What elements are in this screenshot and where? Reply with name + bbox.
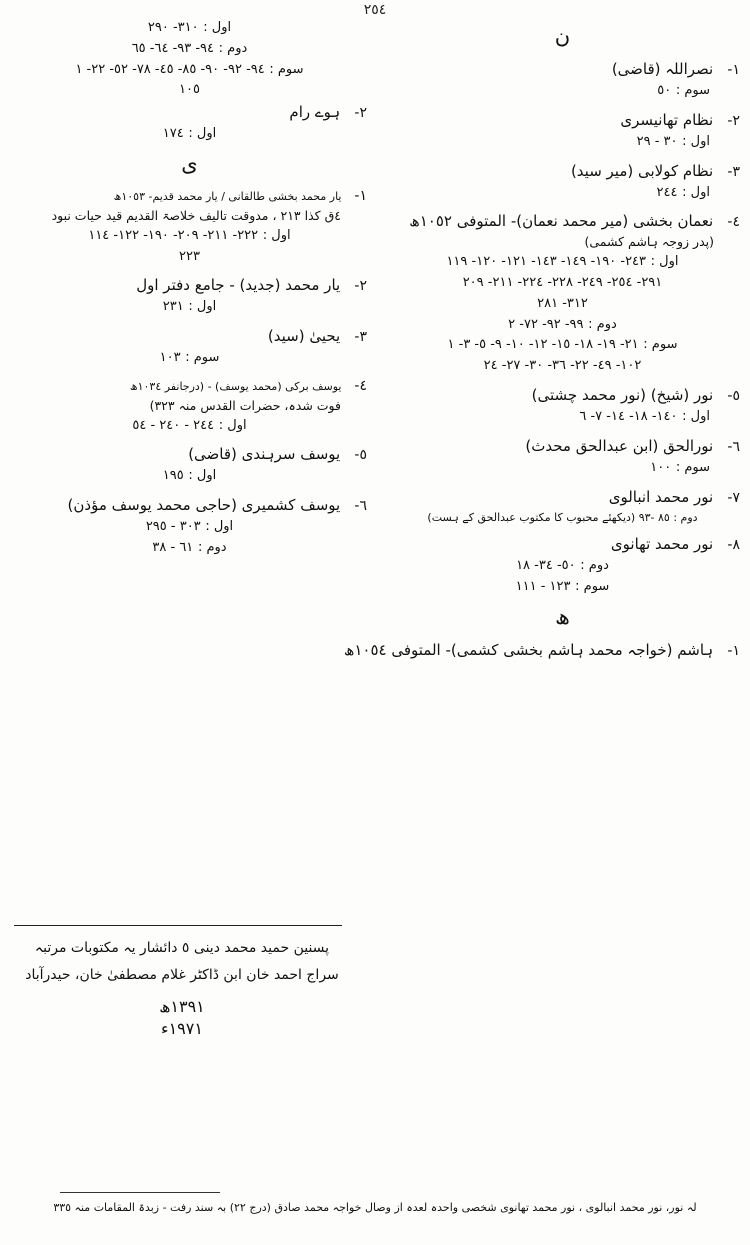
entry-number: ٤-	[727, 214, 740, 231]
reference-label: سوم :	[575, 578, 610, 594]
reference-label: سوم :	[185, 350, 220, 366]
index-entry	[12, 101, 367, 145]
section-letter-ya: ی	[181, 151, 198, 176]
entry-reference	[12, 466, 367, 487]
entry-title: ہاشم (خواجہ محمد ہاشم بخشی کشمی)- المتوفی ١٠٥٤ھ	[343, 640, 714, 659]
entry-reference	[385, 356, 740, 377]
entry-reference	[385, 183, 740, 204]
index-entry	[385, 486, 740, 527]
entry-heading	[385, 109, 740, 132]
entry-number: ٥-	[727, 387, 740, 404]
index-entry	[12, 274, 367, 318]
entry-title: نظام تھانیسری	[620, 110, 714, 129]
reference-label: سوم :	[675, 83, 710, 98]
entry-reference	[12, 39, 367, 60]
footnote-divider	[60, 1192, 220, 1193]
entry-title: ہوے رام	[289, 103, 341, 122]
entry-heading	[385, 533, 740, 556]
index-entry	[343, 639, 740, 662]
reference-pages: ١٧٤	[162, 126, 184, 142]
index-entry	[12, 376, 367, 437]
reference-pages: ١١٤ -١٢٢ -١٩٠ -٢٠٩ -٢١١ -٢٢٢	[88, 227, 259, 243]
entry-title: یحییٰ (سید)	[267, 327, 341, 346]
index-entry	[12, 494, 367, 559]
reference-label: اول :	[262, 227, 291, 243]
reference-pages: ٢ -٧٢ -٩٢ -٩٩	[508, 316, 584, 332]
entry-heading	[385, 384, 740, 407]
section-letter-noon: ن	[554, 24, 571, 48]
entry-heading	[12, 101, 367, 124]
index-entry	[385, 533, 740, 598]
reference-pages: ٦ -٧ -١٤ -١٨ -١٤٠	[579, 408, 678, 424]
entry-number: ٤-	[354, 377, 367, 394]
entry-subtitle: ٤ق کذا ٢١٣ ، مدوقت تالیف خلاصۃ القدیم قید حیات نبود	[51, 207, 341, 223]
entry-number: ٢-	[727, 112, 740, 129]
entry-reference	[385, 294, 740, 315]
reference-pages: ١٩٥	[162, 468, 184, 484]
entry-number: ٢-	[354, 105, 367, 122]
entry-title: یار محمد (جدید) - جامع دفتر اول	[136, 276, 341, 295]
entry-title: نظام کولابی (میر سید)	[570, 161, 714, 180]
entry-reference	[385, 458, 740, 479]
entry-heading	[12, 376, 367, 397]
entry-heading	[12, 443, 367, 466]
left-column	[12, 18, 367, 566]
entry-number: ٧-	[727, 489, 740, 506]
entry-heading	[385, 160, 740, 183]
reference-pages: ١ -٢٢ -٥٢ -٧٨ -٤٥ -٨٥ -٩٠ -٩٢ -٩٤	[75, 61, 265, 77]
reference-pages: ١ -٣ -٥ -٩ -١٠ -١٢ -١٥ -١٨ -١٩ -٢١	[447, 337, 639, 353]
reference-label: اول :	[203, 20, 232, 35]
reference-pages: ١١٩ -١٢٠ -١٢١ -١٤٣ -١٤٩ -١٩٠ -٢٤٣	[446, 254, 647, 270]
entry-title: یار محمد بخشی طالقانی / یار محمد قدیم- ١٠٥٣ھ	[113, 189, 342, 203]
reference-pages: ٢٣١	[162, 299, 184, 315]
index-entry	[12, 325, 367, 369]
entry-title: یوسف کشمیری (حاجی محمد یوسف مؤذن)	[67, 496, 341, 515]
entry-heading	[343, 639, 740, 662]
index-entry	[385, 160, 740, 204]
colophon-date-gregorian: ١٩٧١ء	[161, 1018, 203, 1038]
entry-subtitle: فوت شدہ، حضرات القدس منہ ٣٢٣)	[149, 397, 341, 413]
entry-reference	[385, 132, 740, 153]
entry-number: ٨-	[727, 537, 740, 554]
reference-label: اول :	[682, 184, 710, 200]
entry-reference	[385, 252, 740, 273]
entry-reference	[12, 297, 367, 318]
entry-reference	[12, 247, 367, 268]
reference-pages: ٢٨١ -٣١٢	[537, 295, 588, 311]
entry-reference	[12, 348, 367, 369]
reference-label: اول :	[682, 133, 710, 149]
entry-number: ٣-	[354, 329, 367, 346]
reference-label: اول :	[650, 254, 679, 270]
index-entry	[385, 210, 740, 377]
reference-pages: ٢٩٥ - ٣٠٣	[145, 519, 201, 535]
reference-label: اول :	[218, 417, 247, 433]
entry-heading	[12, 274, 367, 297]
reference-label: دوم :	[197, 540, 227, 556]
entry-reference	[385, 273, 740, 294]
index-entry	[385, 435, 740, 479]
entry-heading	[12, 186, 367, 207]
colophon-date-hijri: ١٣٩١ھ	[159, 997, 205, 1017]
reference-pages: ٢٩٠ -٣١٠	[147, 20, 199, 35]
entry-number: ٣-	[727, 163, 740, 180]
entry-heading	[12, 325, 367, 348]
entry-reference	[12, 517, 367, 538]
entry-reference	[385, 335, 740, 356]
reference-label: دوم :	[673, 510, 698, 524]
entry-number: ٦-	[727, 438, 740, 455]
index-entry	[385, 384, 740, 428]
reference-label: سوم :	[675, 459, 710, 475]
entry-reference	[12, 60, 367, 81]
entry-number: ١-	[354, 187, 367, 204]
entry-reference	[12, 124, 367, 145]
entry-number: ٦-	[354, 498, 367, 515]
entry-title: نور محمد تھانوی	[610, 535, 714, 554]
reference-label: اول :	[205, 519, 234, 535]
entry-title: نور محمد انبالوی	[608, 487, 714, 506]
reference-pages: ١١١ - ١٢٣	[515, 578, 571, 594]
index-entry	[12, 443, 367, 487]
entry-heading	[12, 494, 367, 517]
reference-pages: ١٠٥	[179, 82, 200, 98]
entry-reference	[385, 407, 740, 428]
reference-label: اول :	[188, 468, 217, 484]
entry-reference	[12, 18, 367, 39]
reference-pages: ٥٠	[657, 83, 672, 98]
right-column	[343, 18, 740, 669]
reference-pages: ٦٥ -٦٤ -٩٣ -٩٤	[131, 40, 215, 56]
footnote: لہ نور، نور محمد انبالوی ، نور محمد تھانوی شخصی واحدہ لعدہ از وصال خواجہ محمد صادق (درج ٢٢) بہ سند رفت - زبدۃ المقامات منہ ٣٣٥	[53, 1201, 697, 1214]
reference-pages: ٢٢٣	[179, 248, 200, 264]
entry-heading	[385, 58, 740, 81]
entry-reference	[12, 226, 367, 247]
reference-pages: ١٠٣	[159, 350, 181, 366]
colophon-date	[12, 996, 352, 1039]
entry-number: ٢-	[354, 278, 367, 295]
entry-reference	[385, 577, 740, 598]
colophon-divider	[14, 925, 342, 926]
entry-subtitle: (پدر زوجہ ہاشم کشمی)	[584, 234, 714, 250]
entry-reference	[385, 509, 740, 527]
reference-label: سوم :	[643, 337, 678, 353]
reference-label: سوم :	[269, 61, 304, 77]
index-entry	[12, 186, 367, 267]
reference-pages: ٢٠٩ -٢١١ -٢٢٤ -٢٢٨ -٢٤٩ -٢٥٤ -٢٩١	[462, 274, 663, 290]
reference-pages: ١٠٠	[650, 459, 672, 475]
entry-reference	[385, 556, 740, 577]
index-entry	[385, 58, 740, 102]
index-entry	[385, 109, 740, 153]
entry-number: ١-	[727, 642, 740, 659]
reference-label: اول :	[188, 126, 217, 142]
entry-heading	[385, 210, 740, 233]
colophon	[12, 935, 352, 1039]
reference-label: اول :	[188, 299, 217, 315]
colophon-line-1: پسنین حمید محمد دینی ٥ دائشار یہ مکتوبات مرتبہ	[34, 940, 330, 956]
entry-title: نعمان بخشی (میر محمد نعمان)- المتوفی ١٠٥٢ھ	[409, 212, 714, 231]
reference-pages: ٣٨ - ٦١	[152, 540, 194, 556]
page-folio: ٢٥٤	[363, 2, 387, 18]
entry-reference	[385, 81, 740, 102]
entry-title: نورالحق (ابن عبدالحق محدث)	[525, 436, 714, 455]
reference-pages: ٢٩ - ٣٠	[636, 133, 678, 149]
entry-reference	[12, 538, 367, 559]
reference-pages: ٢٤ -٢٧ -٣٠ -٣٦ -٢٢ -٤٩ -١٠٢	[483, 358, 642, 374]
reference-pages: ٥٤ - ٢٤٠ - ٢٤٤	[132, 417, 215, 433]
entry-title: نصراللہ (قاضی)	[611, 60, 714, 78]
entry-reference	[12, 416, 367, 437]
entry-number: ٥-	[354, 447, 367, 464]
reference-pages: ١٨ -٣٤ -٥٠	[516, 558, 576, 574]
entry-reference	[385, 315, 740, 336]
reference-pages: ٨٥ -٩٣ (دیکھئے محبوب کا مکتوب عبدالحق کے ہست)	[427, 510, 670, 524]
reference-label: دوم :	[580, 558, 609, 574]
colophon-line-2: سراج احمد خان ابن ڈاکٹر غلام مصطفیٰ خان، حیدرآباد	[25, 966, 339, 983]
entry-heading	[385, 486, 740, 509]
reference-label: اول :	[682, 408, 710, 424]
reference-pages: ٢٤٤	[656, 184, 678, 200]
entry-title: یوسف برکی (محمد یوسف) - (درجانفر ١٠٣٤ھ	[129, 379, 342, 393]
entry-heading	[385, 435, 740, 458]
section-letter-hay: ھ	[555, 604, 570, 629]
reference-label: دوم :	[218, 40, 248, 56]
entry-title: یوسف سرہندی (قاضی)	[188, 445, 341, 464]
entry-number: ١-	[727, 62, 740, 78]
entry-reference	[12, 80, 367, 101]
entry-title: نور (شیخ) (نور محمد چشتی)	[531, 385, 714, 404]
reference-label: دوم :	[588, 316, 617, 332]
